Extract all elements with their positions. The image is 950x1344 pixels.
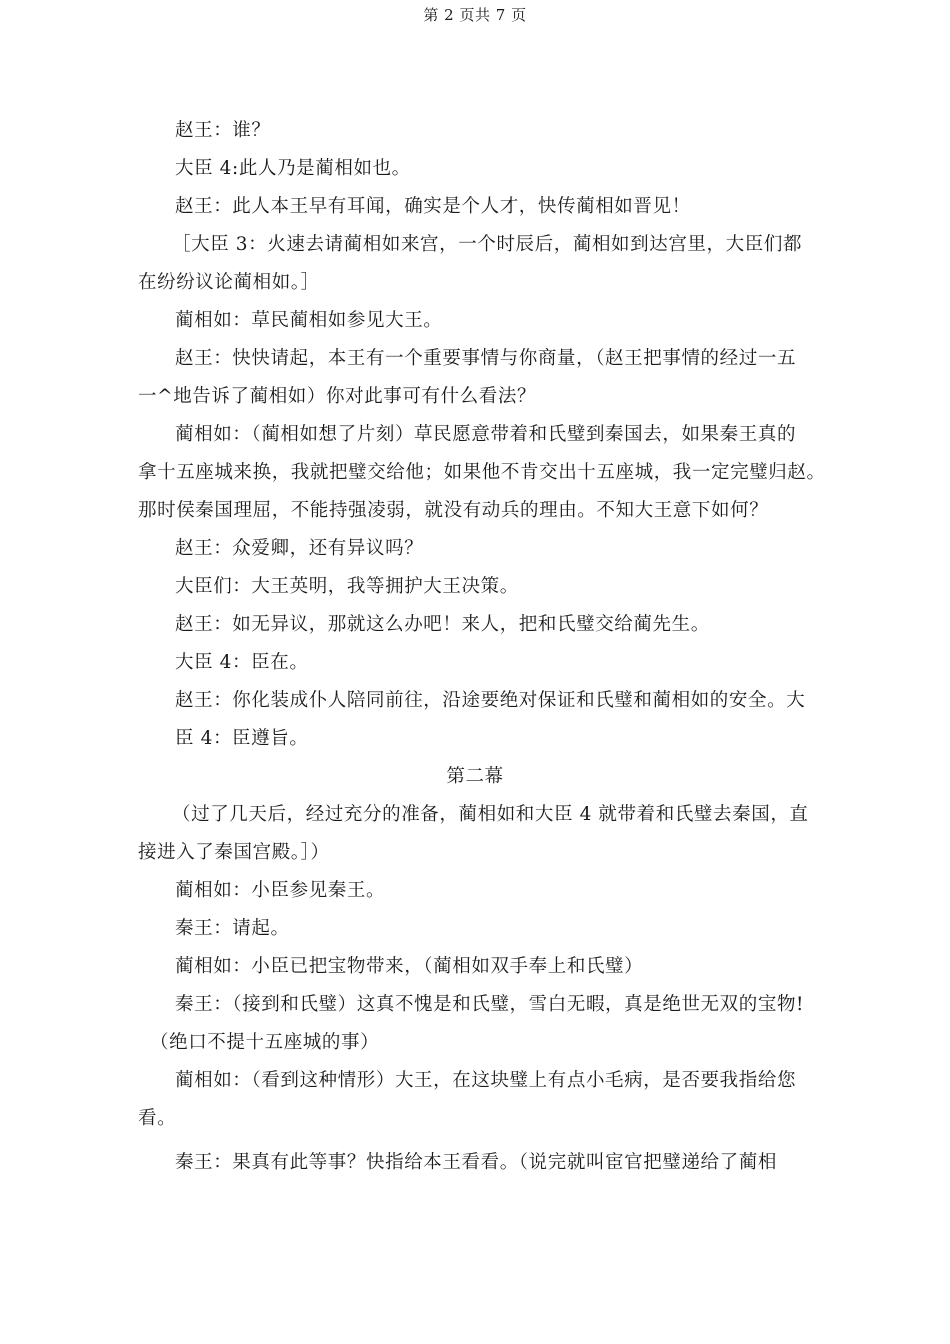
dialogue-line: 蔺相如：小臣参见秦王。	[175, 880, 386, 901]
dialogue-line: 拿十五座城来换，我就把璧交给他；如果他不肯交出十五座城，我一定完璧归赵。	[138, 462, 826, 483]
stage-direction-line: 在纷纷议论蔺相如。］	[138, 272, 320, 293]
page-number-header: 第 2 页共 7 页	[423, 6, 527, 24]
dialogue-line: 赵王：快快请起，本王有一个重要事情与你商量，（赵王把事情的经过一五	[175, 348, 797, 369]
stage-direction-line: （绝口不提十五座城的事）	[150, 1032, 380, 1053]
dialogue-line: 蔺相如：小臣已把宝物带来，（蔺相如双手奉上和氏璧）	[175, 956, 644, 977]
dialogue-line: 蔺相如：草民蔺相如参见大王。	[175, 310, 443, 331]
stage-direction-line: 接进入了秦国宫殿。］）	[138, 842, 330, 863]
dialogue-line: 大臣们：大王英明，我等拥护大王决策。	[175, 576, 519, 597]
dialogue-line: 大臣 4：臣在。	[175, 652, 309, 673]
dialogue-line: 秦王：果真有此等事？快指给本王看看。（说完就叫宦官把璧递给了蔺相	[175, 1152, 777, 1173]
dialogue-line: 赵王：此人本王早有耳闻，确实是个人才，快传蔺相如晋见！	[175, 196, 691, 217]
dialogue-line: 一^地告诉了蔺相如）你对此事可有什么看法？	[138, 386, 537, 407]
dialogue-line: 赵王：众爱卿，还有异议吗？	[175, 538, 424, 559]
dialogue-line: 赵王：如无异议，那就这么办吧！来人，把和氏璧交给蔺先生。	[175, 614, 710, 635]
dialogue-line: 蔺相如：（看到这种情形）大王，在这块璧上有点小毛病，是否要我指给您	[175, 1070, 797, 1091]
dialogue-line: 秦王：请起。	[175, 918, 290, 939]
dialogue-line: 蔺相如：（蔺相如想了片刻）草民愿意带着和氏璧到秦国去，如果秦王真的	[175, 424, 797, 445]
act-heading: 第二幕	[446, 766, 504, 787]
dialogue-line: 看。	[138, 1108, 177, 1129]
dialogue-line: 那时侯秦国理屈，不能持强凌弱，就没有动兵的理由。不知大王意下如何？	[138, 500, 769, 521]
dialogue-line: 秦王：（接到和氏璧）这真不愧是和氏璧，雪白无暇，真是绝世无双的宝物!	[175, 994, 805, 1015]
dialogue-line: 臣 4：臣遵旨。	[175, 728, 309, 749]
stage-direction-line: ［大臣 3：火速去请蔺相如来宫，一个时辰后，蔺相如到达宫里，大臣们都	[172, 234, 803, 255]
stage-direction-line: （过了几天后，经过充分的准备，蔺相如和大臣 4 就带着和氏璧去秦国，直	[172, 804, 809, 825]
dialogue-line: 赵王：你化装成仆人陪同前往，沿途要绝对保证和氏璧和蔺相如的安全。大	[175, 690, 806, 711]
dialogue-line: 大臣 4:此人乃是蔺相如也。	[175, 158, 411, 179]
dialogue-line: 赵王：谁？	[175, 120, 271, 141]
